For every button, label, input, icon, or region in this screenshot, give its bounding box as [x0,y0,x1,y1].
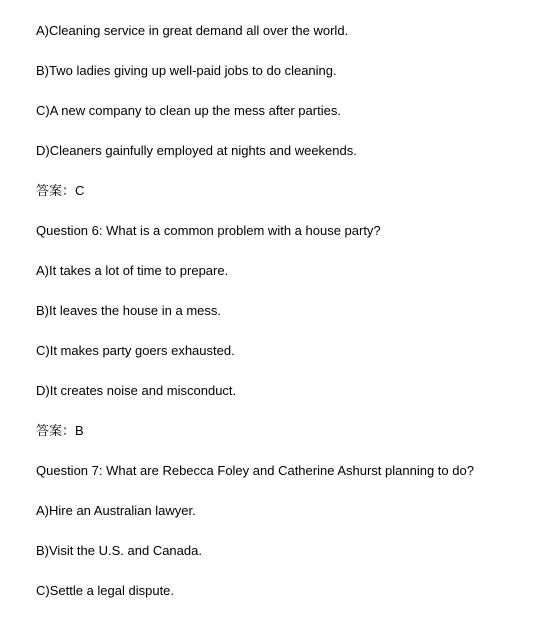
option-c-q7: C)Settle a legal dispute. [36,583,175,598]
option-b-q6: B)It leaves the house in a mess. [36,303,221,318]
option-c-q6: C)It makes party goers exhausted. [36,343,235,358]
option-c-q5: C)A new company to clean up the mess after parties. [36,103,341,118]
answer-q5: 答案：C [36,183,85,198]
option-d-q6: D)It creates noise and misconduct. [36,383,237,398]
option-a-q6: A)It takes a lot of time to prepare. [36,263,229,278]
question-7: Question 7: What are Rebecca Foley and Catherine Ashurst planning to do? [36,463,474,478]
option-a-q7: A)Hire an Australian lawyer. [36,503,196,518]
question-6: Question 6: What is a common problem with a house party? [36,223,381,238]
document-body [36,20,526,620]
option-b-q5: B)Two ladies giving up well-paid jobs to do cleaning. [36,63,337,78]
answer-q6: 答案：B [36,423,84,438]
option-a-q5: A)Cleaning service in great demand all over the world. [36,23,349,38]
option-d-q5: D)Cleaners gainfully employed at nights and weekends. [36,143,357,158]
option-b-q7: B)Visit the U.S. and Canada. [36,543,202,558]
